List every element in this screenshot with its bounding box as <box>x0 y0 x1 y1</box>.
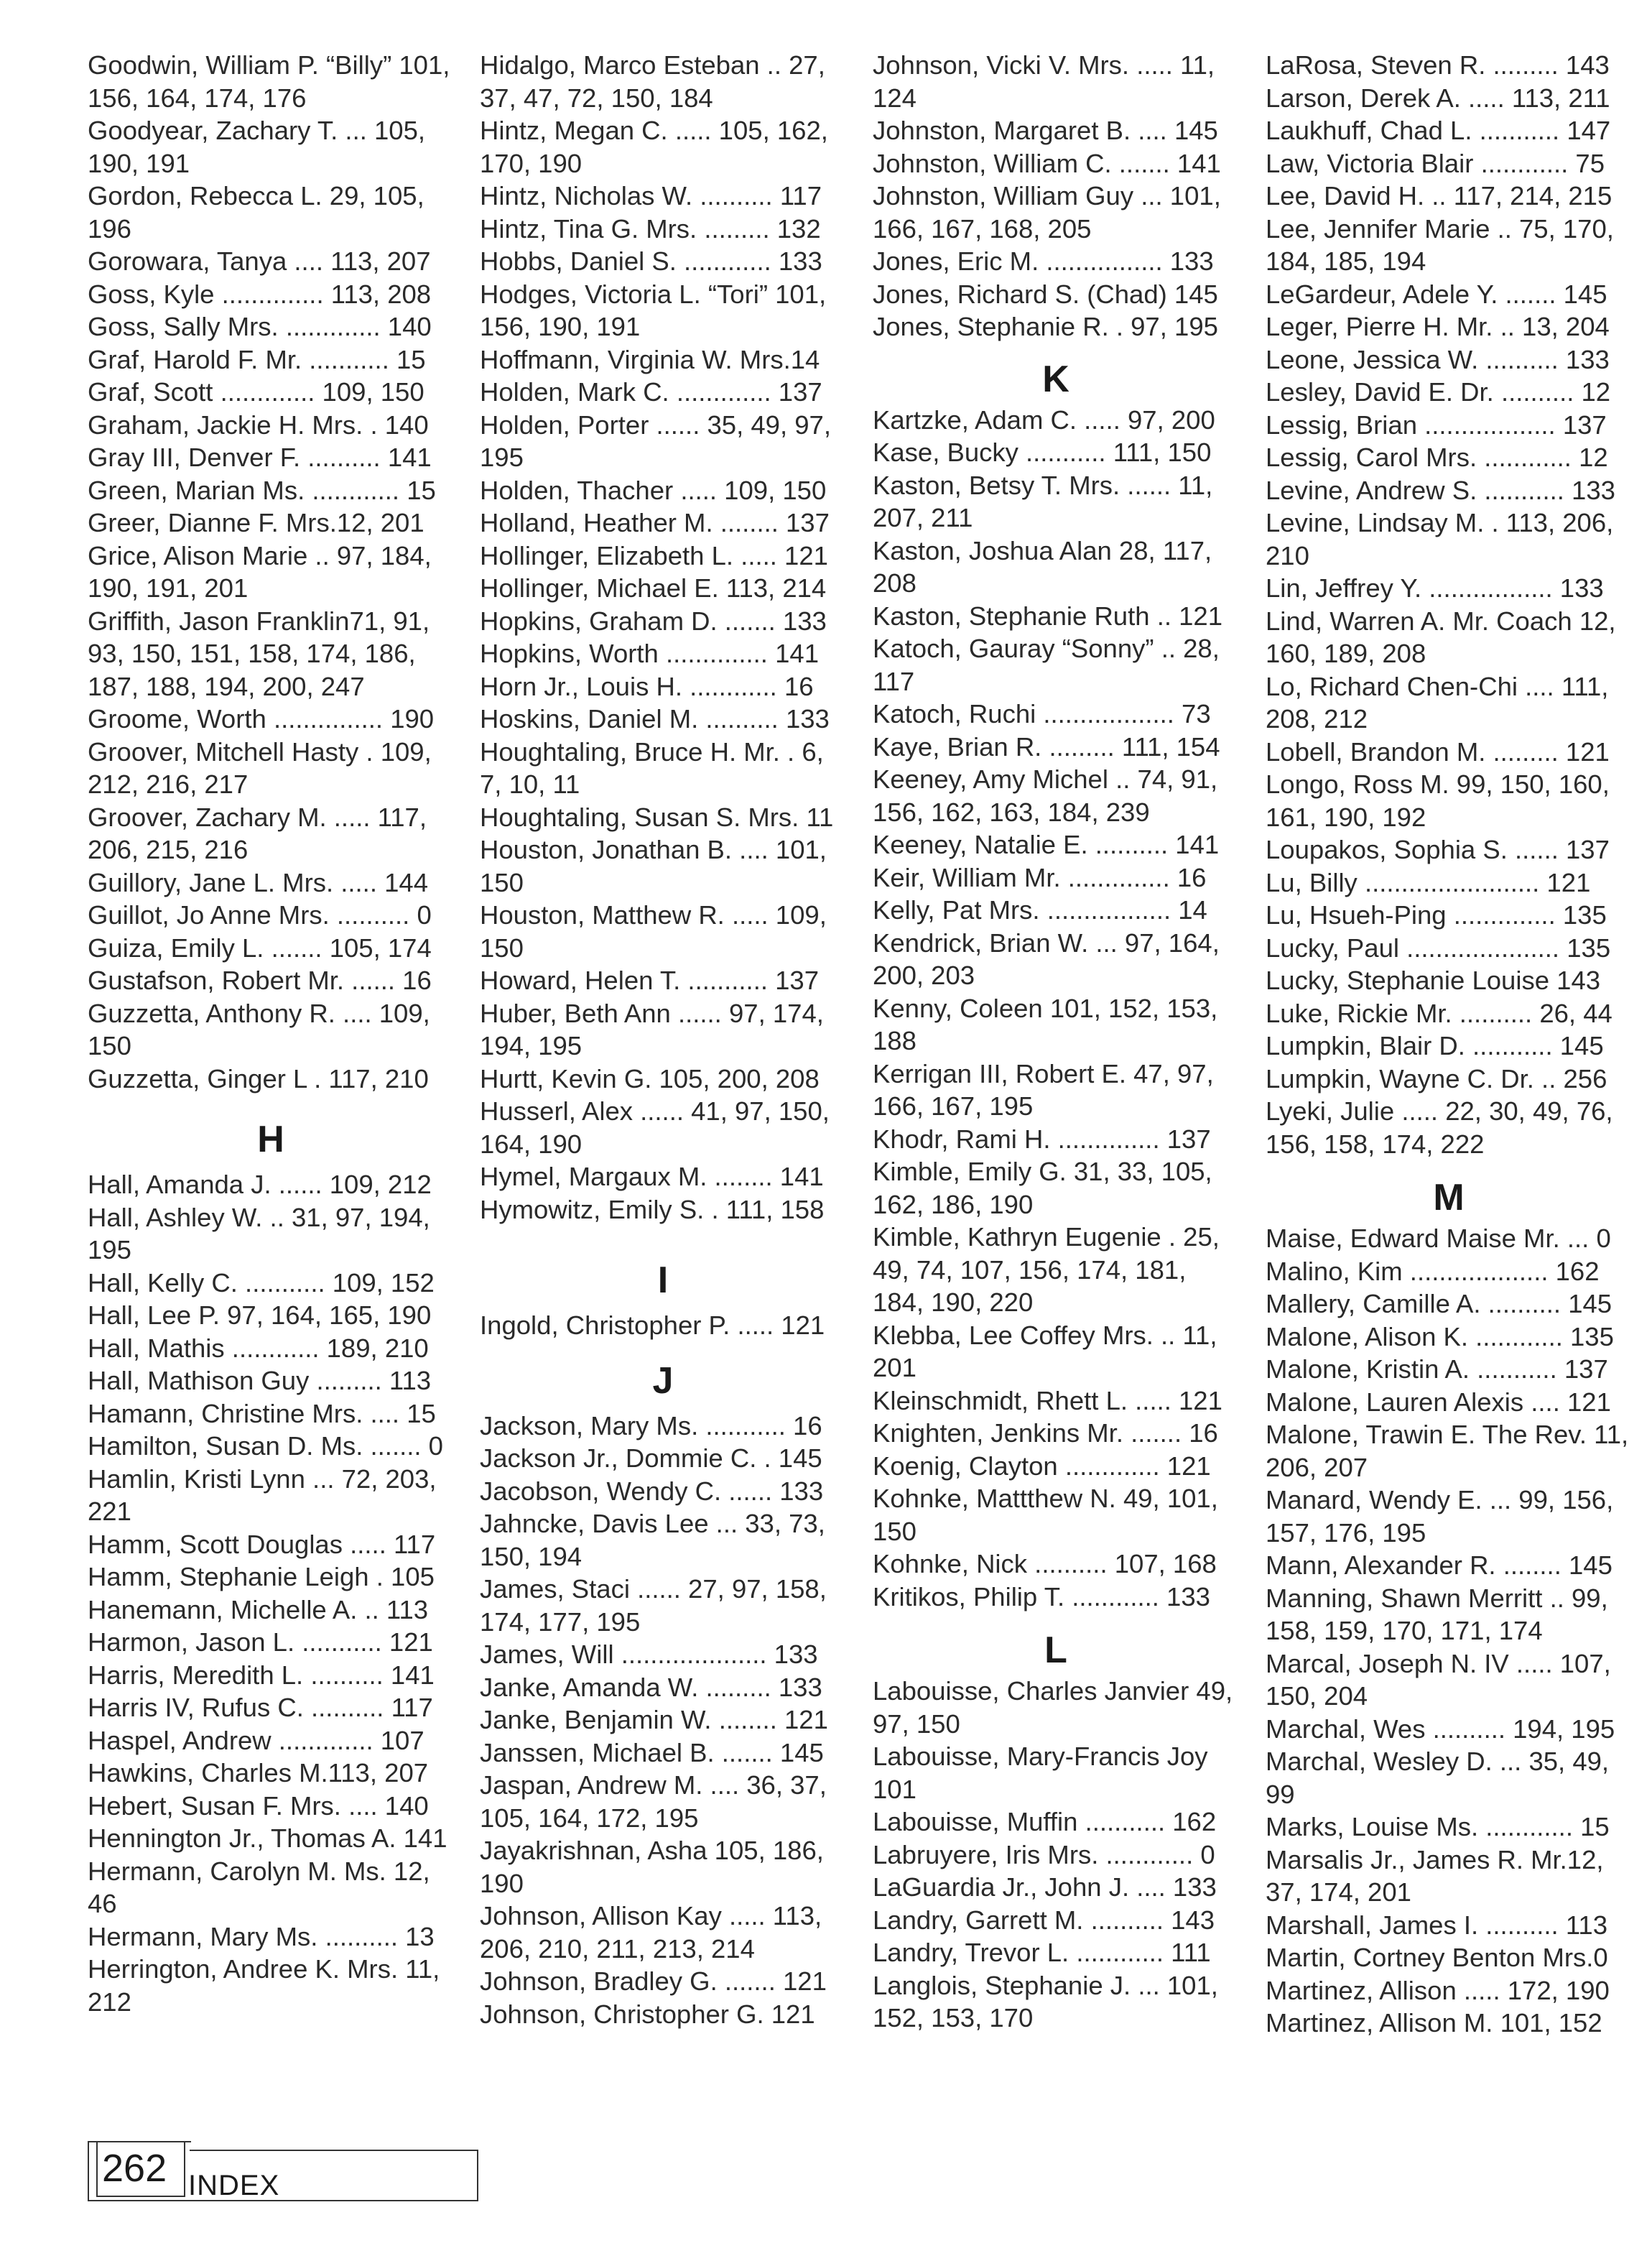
index-entry: Levine, Lindsay M. . 113, 206, 210 <box>1266 508 1614 570</box>
index-column-1 <box>88 49 454 2018</box>
index-entry: Lessig, Carol Mrs. ............ 12 <box>1266 443 1608 472</box>
index-entry: Keeney, Natalie E. .......... 141 <box>873 830 1220 859</box>
index-entry: Hoffmann, Virginia W. Mrs.14 <box>480 344 820 374</box>
index-entry: Lumpkin, Wayne C. Dr. .. 256 <box>1266 1063 1607 1093</box>
entry-group <box>480 49 846 1226</box>
index-entry: LaRosa, Steven R. ......... 143 <box>1266 50 1610 80</box>
index-entry: Hintz, Tina G. Mrs. ......... 132 <box>480 213 821 244</box>
index-entry: Jones, Richard S. (Chad) 145 <box>873 279 1218 309</box>
index-entry: Guzzetta, Anthony R. .... 109, 150 <box>88 998 430 1060</box>
index-entry: Maise, Edward Maise Mr. ... 0 <box>1266 1224 1611 1253</box>
index-entry: Law, Victoria Blair ............ 75 <box>1266 148 1605 178</box>
index-entry: Greer, Dianne F. Mrs.12, 201 <box>88 508 424 537</box>
index-entry: Hoskins, Daniel M. .......... 133 <box>480 704 830 734</box>
index-entry: Howard, Helen T. ........... 137 <box>480 966 820 995</box>
index-entry: Labouisse, Mary-Francis Joy 101 <box>873 1742 1208 1804</box>
index-entry: Grice, Alison Marie .. 97, 184, 190, 191, 201 <box>88 540 432 603</box>
index-entry: Graf, Scott ............. 109, 150 <box>88 377 424 407</box>
index-entry: Gray III, Denver F. .......... 141 <box>88 443 432 472</box>
index-entry: Guiza, Emily L. ....... 105, 174 <box>88 933 432 963</box>
index-entry: Gordon, Rebecca L. 29, 105, 196 <box>88 181 424 244</box>
index-entry: Jackson Jr., Dommie C. . 145 <box>480 1443 822 1473</box>
index-entry: Leone, Jessica W. .......... 133 <box>1266 344 1610 374</box>
index-entry: Johnston, Margaret B. .... 145 <box>873 116 1218 145</box>
index-entry: Johnson, Vicki V. Mrs. ..... 11, 124 <box>873 50 1215 113</box>
index-entry: Guillot, Jo Anne Mrs. .......... 0 <box>88 900 432 930</box>
index-entry: Hall, Kelly C. ........... 109, 152 <box>88 1267 435 1298</box>
section-label: INDEX <box>188 2170 280 2201</box>
index-entry: Hamm, Stephanie Leigh . 105 <box>88 1562 435 1591</box>
index-entry: Hennington Jr., Thomas A. 141 <box>88 1823 447 1853</box>
letter-heading: J <box>652 1359 674 1402</box>
index-entry: Longo, Ross M. 99, 150, 160, 161, 190, 192 <box>1266 769 1610 832</box>
index-entry: Kelly, Pat Mrs. ................. 14 <box>873 895 1207 925</box>
index-entry: Green, Marian Ms. ............ 15 <box>88 475 436 505</box>
entry-group <box>1266 49 1632 1160</box>
index-entry: James, Staci ...... 27, 97, 158, 174, 177, 195 <box>480 1574 827 1637</box>
index-entry: James, Will .................... 133 <box>480 1640 818 1669</box>
index-entry: Lee, Jennifer Marie .. 75, 170, 184, 185, 194 <box>1266 213 1614 276</box>
index-entry: Khodr, Rami H. .............. 137 <box>873 1124 1211 1154</box>
index-entry: Houghtaling, Susan S. Mrs. 11 <box>480 802 834 832</box>
index-entry: Hollinger, Elizabeth L. ..... 121 <box>480 540 828 570</box>
index-entry: Jacobson, Wendy C. ...... 133 <box>480 1476 824 1506</box>
index-entry: Kaston, Betsy T. Mrs. ...... 11, 207, 211 <box>873 470 1213 532</box>
index-entry: Kenny, Coleen 101, 152, 153, 188 <box>873 993 1218 1055</box>
index-entry: Huber, Beth Ann ...... 97, 174, 194, 195 <box>480 998 824 1060</box>
index-entry: Kendrick, Brian W. ... 97, 164, 200, 203 <box>873 928 1220 990</box>
letter-heading: K <box>1042 358 1069 400</box>
index-entry: Hintz, Megan C. ..... 105, 162, 170, 190 <box>480 116 828 178</box>
index-entry: Groome, Worth ............... 190 <box>88 704 435 734</box>
index-entry: Goodyear, Zachary T. ... 105, 190, 191 <box>88 116 426 178</box>
index-entry: Leger, Pierre H. Mr. .. 13, 204 <box>1266 312 1610 341</box>
index-entry: Goodwin, William P. “Billy” 101, 156, 164, 174, 176 <box>88 50 450 113</box>
index-entry: Lyeki, Julie ..... 22, 30, 49, 76, 156, 158, 174, 222 <box>1266 1096 1613 1159</box>
index-entry: Holden, Mark C. ............. 137 <box>480 377 822 407</box>
index-entry: Houghtaling, Bruce H. Mr. . 6, 7, 10, 11 <box>480 736 824 799</box>
index-entry: Levine, Andrew S. ........... 133 <box>1266 475 1615 505</box>
index-entry: Luke, Rickie Mr. .......... 26, 44 <box>1266 998 1612 1028</box>
index-entry: Groover, Mitchell Hasty . 109, 212, 216, 217 <box>88 736 432 799</box>
index-entry: Johnston, William Guy ... 101, 166, 167, 168, 205 <box>873 181 1221 244</box>
index-entry: Landry, Garrett M. .......... 143 <box>873 1905 1215 1935</box>
index-entry: Hanemann, Michelle A. .. 113 <box>88 1594 429 1624</box>
index-entry: Hall, Mathison Guy ......... 113 <box>88 1366 432 1395</box>
index-entry: Laukhuff, Chad L. ........... 147 <box>1266 116 1611 145</box>
index-entry: Manning, Shawn Merritt .. 99, 158, 159, 170, 171, 174 <box>1266 1583 1608 1645</box>
index-entry: Jaspan, Andrew M. .... 36, 37, 105, 164, 172, 195 <box>480 1770 827 1833</box>
page-footer <box>88 2141 479 2209</box>
letter-heading: L <box>1044 1629 1067 1671</box>
index-entry: Keir, William Mr. .............. 16 <box>873 862 1207 892</box>
letter-heading: H <box>257 1119 284 1160</box>
index-entry: Kaston, Joshua Alan 28, 117, 208 <box>873 535 1212 598</box>
index-entry: Lobell, Brandon M. ......... 121 <box>1266 736 1610 767</box>
index-entry: Jackson, Mary Ms. ........... 16 <box>480 1410 822 1440</box>
index-entry: Koenig, Clayton ............. 121 <box>873 1451 1211 1481</box>
index-entry: Katoch, Ruchi .................. 73 <box>873 699 1211 729</box>
index-entry: Hodges, Victoria L. “Tori” 101, 156, 190, 191 <box>480 279 827 341</box>
index-entry: Kimble, Emily G. 31, 33, 105, 162, 186, 190 <box>873 1157 1212 1219</box>
index-entry: Hermann, Mary Ms. .......... 13 <box>88 1921 435 1951</box>
index-entry: Hamilton, Susan D. Ms. ....... 0 <box>88 1431 443 1461</box>
index-entry: Hymel, Margaux M. ........ 141 <box>480 1162 824 1191</box>
index-entry: Hobbs, Daniel S. ............ 133 <box>480 246 822 276</box>
index-entry: Martinez, Allison ..... 172, 190 <box>1266 1975 1610 2005</box>
index-entry: Kartzke, Adam C. ..... 97, 200 <box>873 404 1215 435</box>
index-entry: Holden, Thacher ..... 109, 150 <box>480 475 827 505</box>
index-entry: Kaye, Brian R. ......... 111, 154 <box>873 731 1220 762</box>
index-entry: Hermann, Carolyn M. Ms. 12, 46 <box>88 1856 430 1918</box>
entry-group <box>88 49 454 1095</box>
index-entry: Jones, Stephanie R. . 97, 195 <box>873 312 1218 341</box>
index-entry: Kase, Bucky ........... 111, 150 <box>873 438 1212 467</box>
index-entry: Hebert, Susan F. Mrs. .... 140 <box>88 1790 429 1821</box>
index-entry: Goss, Sally Mrs. ............. 140 <box>88 312 432 341</box>
index-entry: Jahncke, Davis Lee ... 33, 73, 150, 194 <box>480 1509 825 1571</box>
index-entry: Houston, Matthew R. ..... 109, 150 <box>480 900 827 963</box>
index-entry: Hawkins, Charles M.113, 207 <box>88 1758 429 1788</box>
index-entry: Hymowitz, Emily S. . 111, 158 <box>480 1194 825 1224</box>
index-entry: Ingold, Christopher P. ..... 121 <box>480 1310 825 1340</box>
index-entry: Johnson, Bradley G. ....... 121 <box>480 1966 827 1996</box>
index-entry: Kohnke, Mattthew N. 49, 101, 150 <box>873 1484 1218 1546</box>
index-entry: Loupakos, Sophia S. ...... 137 <box>1266 835 1610 864</box>
index-entry: Marchal, Wesley D. ... 35, 49, 99 <box>1266 1747 1610 1809</box>
index-entry: Hall, Ashley W. .. 31, 97, 194, 195 <box>88 1202 430 1264</box>
index-entry: Goss, Kyle .............. 113, 208 <box>88 279 432 309</box>
index-entry: Harmon, Jason L. ........... 121 <box>88 1627 433 1657</box>
index-entry: Lessig, Brian .................. 137 <box>1266 410 1607 440</box>
index-entry: Guzzetta, Ginger L . 117, 210 <box>88 1063 429 1093</box>
index-entry: Herrington, Andree K. Mrs. 11, 212 <box>88 1954 440 2017</box>
index-entry: Lesley, David E. Dr. .......... 12 <box>1266 377 1611 407</box>
index-entry: Groover, Zachary M. ..... 117, 206, 215, 216 <box>88 802 427 864</box>
index-entry: Marks, Louise Ms. ............ 15 <box>1266 1812 1610 1841</box>
index-entry: Landry, Trevor L. ............ 111 <box>873 1938 1211 1967</box>
index-entry: Martinez, Allison M. 101, 152 <box>1266 2008 1602 2038</box>
index-entry: Manard, Wendy E. ... 99, 156, 157, 176, 195 <box>1266 1485 1614 1548</box>
index-entry: Hall, Mathis ............ 189, 210 <box>88 1333 429 1363</box>
index-column-2 <box>480 49 846 2030</box>
index-entry: Lucky, Stephanie Louise 143 <box>1266 966 1601 995</box>
index-entry: Janke, Benjamin W. ........ 121 <box>480 1705 828 1734</box>
index-entry: Horn Jr., Louis H. ............ 16 <box>480 671 814 701</box>
index-entry: Marshall, James I. .......... 113 <box>1266 1910 1608 1940</box>
index-entry: Lumpkin, Blair D. ........... 145 <box>1266 1031 1604 1060</box>
index-entry: Hamm, Scott Douglas ..... 117 <box>88 1529 436 1559</box>
page-number: 262 <box>102 2147 167 2190</box>
index-entry: Janke, Amanda W. ......... 133 <box>480 1672 822 1702</box>
index-entry: Marchal, Wes .......... 194, 195 <box>1266 1714 1615 1744</box>
index-entry: Malone, Alison K. ............ 135 <box>1266 1321 1614 1351</box>
entry-group <box>480 1309 846 1342</box>
index-entry: Husserl, Alex ...... 41, 97, 150, 164, 190 <box>480 1096 830 1159</box>
index-entry: Klebba, Lee Coffey Mrs. .. 11, 201 <box>873 1320 1217 1382</box>
index-entry: LeGardeur, Adele Y. ....... 145 <box>1266 279 1607 309</box>
index-entry: Houston, Jonathan B. .... 101, 150 <box>480 835 827 897</box>
index-entry: Jones, Eric M. ................ 133 <box>873 246 1214 276</box>
index-entry: Johnson, Allison Kay ..... 113, 206, 210, 211, 213, 214 <box>480 1901 822 1964</box>
entry-group <box>1266 1222 1632 2040</box>
index-entry: Gustafson, Robert Mr. ...... 16 <box>88 966 432 995</box>
entry-group <box>480 1410 846 2031</box>
index-entry: Lind, Warren A. Mr. Coach 12, 160, 189, 208 <box>1266 606 1616 668</box>
index-entry: Hall, Lee P. 97, 164, 165, 190 <box>88 1300 432 1330</box>
index-entry: Hopkins, Worth .............. 141 <box>480 639 819 668</box>
index-entry: Malone, Trawin E. The Rev. 11, 206, 207 <box>1266 1420 1629 1482</box>
index-entry: Malone, Lauren Alexis .... 121 <box>1266 1387 1611 1417</box>
index-entry: Guillory, Jane L. Mrs. ..... 144 <box>88 867 429 897</box>
entry-group <box>873 1675 1239 2035</box>
index-entry: Kleinschmidt, Rhett L. ..... 121 <box>873 1385 1222 1415</box>
letter-heading: M <box>1433 1177 1465 1218</box>
index-entry: Kerrigan III, Robert E. 47, 97, 166, 167, 195 <box>873 1058 1214 1121</box>
letter-heading: I <box>657 1259 669 1301</box>
index-entry: Hamann, Christine Mrs. .... 15 <box>88 1398 436 1428</box>
index-entry: Labouisse, Charles Janvier 49, 97, 150 <box>873 1676 1233 1739</box>
index-entry: Hopkins, Graham D. ....... 133 <box>480 606 827 636</box>
index-entry: Larson, Derek A. ..... 113, 211 <box>1266 83 1610 113</box>
index-entry: Katoch, Gauray “Sonny” .. 28, 117 <box>873 634 1220 696</box>
index-entry: Harris IV, Rufus C. .......... 117 <box>88 1693 433 1722</box>
index-entry: Lu, Hsueh-Ping .............. 135 <box>1266 900 1607 930</box>
index-entry: Malone, Kristin A. ........... 137 <box>1266 1354 1608 1384</box>
index-entry: Johnson, Christopher G. 121 <box>480 1999 815 2029</box>
index-entry: Labouisse, Muffin ........... 162 <box>873 1807 1217 1836</box>
index-entry: Knighten, Jenkins Mr. ....... 16 <box>873 1418 1218 1448</box>
index-entry: Hall, Amanda J. ...... 109, 212 <box>88 1170 432 1199</box>
index-entry: Jayakrishnan, Asha 105, 186, 190 <box>480 1836 824 1898</box>
index-entry: Langlois, Stephanie J. ... 101, 152, 153, 170 <box>873 1970 1218 2033</box>
index-entry: Lucky, Paul ..................... 135 <box>1266 933 1611 963</box>
index-entry: Hintz, Nicholas W. .......... 117 <box>480 181 822 211</box>
index-entry: Holland, Heather M. ........ 137 <box>480 508 830 537</box>
index-entry: Kritikos, Philip T. ............ 133 <box>873 1581 1210 1611</box>
index-entry: Malino, Kim ................... 162 <box>1266 1256 1600 1286</box>
index-entry: Keeney, Amy Michel .. 74, 91, 156, 162, 163, 184, 239 <box>873 764 1218 827</box>
index-entry: Mann, Alexander R. ........ 145 <box>1266 1550 1612 1580</box>
index-column-3 <box>873 49 1239 2035</box>
index-entry: Johnston, William C. ....... 141 <box>873 148 1221 178</box>
index-entry: Martin, Cortney Benton Mrs.0 <box>1266 1943 1608 1972</box>
index-entry: Mallery, Camille A. .......... 145 <box>1266 1289 1612 1318</box>
index-entry: Marcal, Joseph N. IV ..... 107, 150, 204 <box>1266 1648 1611 1711</box>
index-entry: Haspel, Andrew ............. 107 <box>88 1725 424 1755</box>
index-entry: Hidalgo, Marco Esteban .. 27, 37, 47, 72, 150, 184 <box>480 50 825 113</box>
index-entry: Kimble, Kathryn Eugenie . 25, 49, 74, 107, 156, 174, 181, 184, 190, 220 <box>873 1222 1220 1317</box>
index-entry: Hamlin, Kristi Lynn ... 72, 203, 221 <box>88 1463 437 1526</box>
index-entry: Harris, Meredith L. .......... 141 <box>88 1660 435 1690</box>
index-entry: Gorowara, Tanya .... 113, 207 <box>88 246 431 276</box>
index-entry: Graf, Harold F. Mr. ........... 15 <box>88 344 426 374</box>
entry-group <box>873 49 1239 343</box>
index-entry: Kaston, Stephanie Ruth .. 121 <box>873 601 1223 631</box>
entry-group <box>88 1168 454 2018</box>
index-entry: Graham, Jackie H. Mrs. . 140 <box>88 410 429 440</box>
index-entry: Kohnke, Nick .......... 107, 168 <box>873 1549 1217 1578</box>
index-entry: Holden, Porter ...... 35, 49, 97, 195 <box>480 410 831 472</box>
index-entry: Hurtt, Kevin G. 105, 200, 208 <box>480 1063 820 1093</box>
index-entry: Lee, David H. .. 117, 214, 215 <box>1266 181 1612 211</box>
index-entry: Lo, Richard Chen-Chi .... 111, 208, 212 <box>1266 671 1609 734</box>
index-entry: Hollinger, Michael E. 113, 214 <box>480 573 827 603</box>
index-column-4 <box>1266 49 1632 2040</box>
index-entry: Labruyere, Iris Mrs. ............ 0 <box>873 1839 1215 1869</box>
index-entry: Marsalis Jr., James R. Mr.12, 37, 174, 201 <box>1266 1844 1604 1907</box>
index-entry: Lu, Billy ........................ 121 <box>1266 867 1591 897</box>
index-entry: LaGuardia Jr., John J. .... 133 <box>873 1872 1217 1902</box>
index-entry: Griffith, Jason Franklin71, 91, 93, 150, 151, 158, 174, 186, 187, 188, 194, 200, 247 <box>88 606 430 701</box>
entry-group <box>873 404 1239 1614</box>
index-entry: Lin, Jeffrey Y. ................. 133 <box>1266 573 1604 603</box>
index-entry: Janssen, Michael B. ....... 145 <box>480 1737 824 1767</box>
